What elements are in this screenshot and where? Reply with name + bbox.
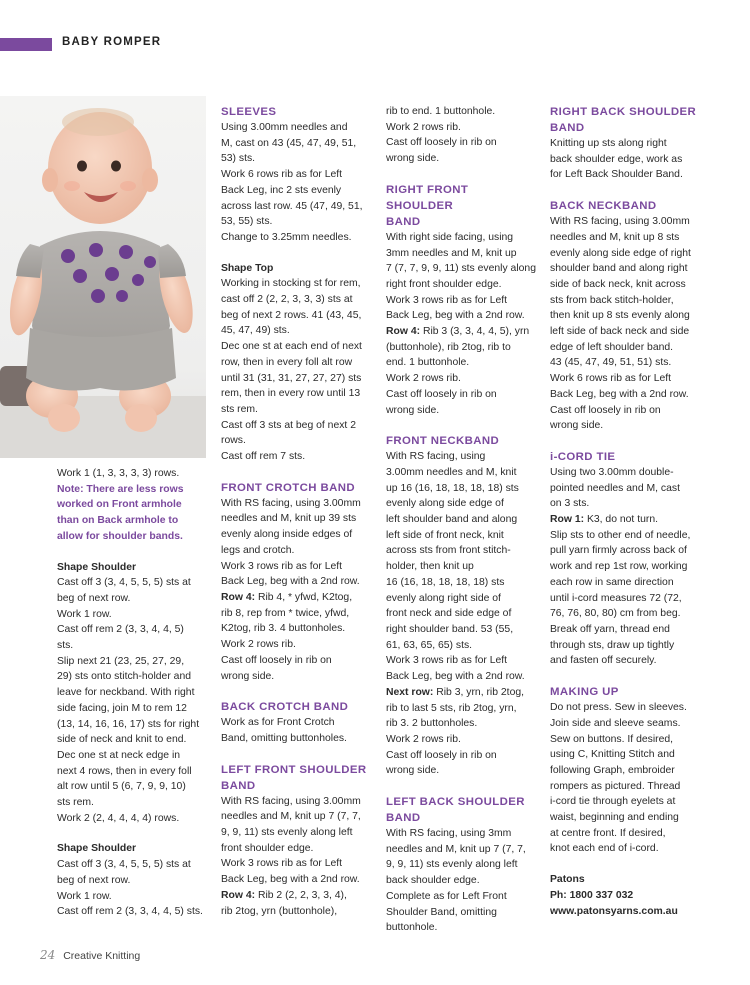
column-2: [221, 104, 373, 919]
column-1: [57, 466, 207, 920]
back-crotch-band-heading: BACK CROTCH BAND: [221, 701, 349, 714]
row-label: Next row:: [386, 686, 434, 698]
shape-shoulder-heading-2: Shape Shoulder: [57, 843, 137, 855]
shape-top-text: Working in stocking st for rem, cast off 2 (2, 2, 3, 3, 3) sts at beg of next 2 rows. 41 (43, 45, 45, 47, 49) sts. Dec one st at each end of next row, then in every foll alt row until 31 (31, 31, 27, 27, 27) sts rem, then in every row until 13 sts rem. Cast off 3 sts at beg of next 2 rows. Cast off rem 7 sts.: [221, 278, 362, 463]
left-front-shoulder-band-heading: LEFT FRONT SHOULDER BAND: [221, 763, 367, 792]
front-crotch-band-row4: [221, 590, 373, 684]
continued-text: rib to end. 1 buttonhole. Work 2 rows rib. Cast off loosely in rib on wrong side.: [386, 106, 497, 165]
front-crotch-band-heading: FRONT CROTCH BAND: [221, 481, 355, 494]
making-up-text: Do not press. Sew in sleeves. Join side and sleeve seams. Sew on buttons. If desired, using C, Knitting Stitch and following Graph, embroider rompers as pictured. Thread i-cord tie through eyelets at waist, beginning and ending at centre front. If desired, knot each end of i-cord.: [550, 702, 687, 855]
front-neckband-heading: FRONT NECKBAND: [386, 435, 500, 448]
row-text: Rib 4, * yfwd, K2tog, rib 8, rep from * twice, yfwd, K2tog, rib 3. 4 buttonholes. Work 2 rows rib. Cast off loosely in rib on wrong side.: [221, 591, 353, 682]
icord-tie-text: Using two 3.00mm double- pointed needles and M, cast on 3 sts.: [550, 466, 680, 510]
right-back-shoulder-band-text: Knitting up sts along right back shoulder edge, work as for Left Back Shoulder Band.: [550, 138, 683, 181]
shape-shoulder-text: Cast off 3 (3, 4, 5, 5, 5) sts at beg of next row. Work 1 row. Cast off rem 2 (3, 3, 4, 4, 5) sts. Slip next 21 (23, 25, 27, 29, 29) sts onto stitch-holder and leave for neckband. With right side facing, join M to rem 12 (13, 14, 16, 16, 17) sts for right side of neck and knit to end. Dec one st at neck edge in next 4 rows, then in every foll alt row until 5 (6, 7, 9, 9, 10) sts rem. Work 2 (2, 4, 4, 4, 4) rows.: [57, 577, 200, 824]
shape-shoulder-heading: Shape Shoulder: [57, 561, 137, 573]
row-label: Row 1:: [550, 514, 585, 526]
header-accent-bar: [0, 38, 52, 51]
front-neckband-text: With RS facing, using 3.00mm needles and M, knit up 16 (16, 18, 18, 18, 18) sts evenly along side edge of left shoulder band and along left side of front neck, knit across sts from front stitch- holder, then knit up 16 (16, 18, 18, 18, 18) sts evenly along right side of front neck and side edge of right shoulder band. 53 (55, 61, 63, 65, 65) sts. Work 3 rows rib as for Left Back Leg, beg with a 2nd row.: [386, 451, 525, 683]
magazine-name: Creative Knitting: [63, 950, 141, 962]
page-title: BABY ROMPER: [62, 36, 162, 48]
shape-shoulder-text-2: Cast off 3 (3, 4, 5, 5, 5) sts at beg of next row. Work 1 row. Cast off rem 2 (3, 3, 4, 4, 5) sts.: [57, 859, 203, 918]
contact-info: Patons Ph: 1800 337 032 www.patonsyarns.com.au: [550, 874, 678, 917]
baby-photo: [0, 96, 206, 458]
right-back-shoulder-band-heading: RIGHT BACK SHOULDER BAND: [550, 106, 697, 134]
icord-tie-heading: i-CORD TIE: [550, 450, 616, 463]
front-crotch-band-text: With RS facing, using 3.00mm needles and M, knit up 39 sts evenly along inside edges of legs and crotch. Work 3 rows rib as for Left Back Leg, beg with a 2nd row.: [221, 497, 361, 588]
row-label: Row 4:: [221, 591, 256, 603]
row-label: Row 4:: [221, 889, 256, 901]
right-front-shoulder-band-heading: RIGHT FRONT SHOULDER BAND: [386, 183, 469, 228]
left-front-shoulder-band-row4: [221, 888, 373, 919]
intro-text: Work 1 (1, 3, 3, 3, 3) rows.: [57, 468, 180, 479]
right-front-shoulder-band-row4: [386, 324, 538, 418]
row-text: Rib 3 (3, 3, 4, 4, 5), yrn (buttonhole), rib 2tog, rib to end. 1 buttonhole. Work 2 rows rib. Cast off loosely in rib on wrong side.: [386, 326, 530, 416]
left-front-shoulder-band-text: With RS facing, using 3.00mm needles and M, knit up 7 (7, 7, 9, 9, 11) sts evenly along left front shoulder edge. Work 3 rows rib as for Left Back Leg, beg with a 2nd row.: [221, 795, 361, 886]
page-number: 24: [40, 948, 56, 962]
column-4: [550, 104, 702, 919]
icord-tie-row1: [550, 512, 702, 669]
column-3: [386, 104, 538, 936]
row-label: Row 4:: [386, 326, 421, 338]
row-text: Rib 3, yrn, rib 2tog, rib to last 5 sts, rib 2tog, yrn, rib 3. 2 buttonholes. Work 2 rows rib. Cast off loosely in rib on wrong side.: [386, 686, 525, 777]
row-text: K3, do not turn. Slip sts to other end of needle, pull yarn firmly across back of work and rep 1st row, working each row in same direction until i-cord measures 72 (72, 76, 76, 80, 80) cm from beg. Break off yarn, thread end through sts, draw up tightly and fasten off securely.: [550, 514, 691, 667]
back-neckband-text: With RS facing, using 3.00mm needles and M, knit up 8 sts evenly along side edge of right shoulder band and along right side of back neck, knit across sts from back stitch-holder, then knit up 8 sts evenly along left side of back neck and side edge of left shoulder band. 43 (45, 47, 49, 51, 51) sts. Work 6 rows rib as for Left Back Leg, beg with a 2nd row. Cast off loosely in rib on wrong side.: [550, 216, 691, 432]
row-text: Rib 2 (2, 2, 3, 3, 4), rib 2tog, yrn (buttonhole),: [221, 889, 347, 917]
sleeves-heading: SLEEVES: [221, 106, 277, 118]
shape-top-heading: Shape Top: [221, 262, 274, 274]
front-neckband-next-row: [386, 685, 538, 779]
making-up-heading: MAKING UP: [550, 686, 619, 699]
page-footer: [40, 948, 140, 962]
left-back-shoulder-band-text: With RS facing, using 3mm needles and M, knit up 7 (7, 7, 9, 9, 11) sts evenly along left back shoulder edge. Complete as for Left Front Shoulder Band, omitting buttonhole.: [386, 828, 526, 934]
back-crotch-band-text: Work as for Front Crotch Band, omitting buttonholes.: [221, 717, 347, 744]
right-front-shoulder-band-text: With right side facing, using 3mm needles and M, knit up 7 (7, 7, 9, 9, 11) sts evenly along right front shoulder edge. Work 3 rows rib as for Left Back Leg, beg with a 2nd row.: [386, 231, 536, 322]
sleeves-text: Using 3.00mm needles and M, cast on 43 (45, 47, 49, 51, 53) sts. Work 6 rows rib as for Left Back Leg, inc 2 sts evenly across last row. 45 (47, 49, 51, 53, 55) sts. Change to 3.25mm needles.: [221, 122, 363, 243]
armhole-note: Note: There are less rows worked on Front armhole than on Back armhole to allow for shoulder bands.: [57, 483, 184, 542]
back-neckband-heading: BACK NECKBAND: [550, 200, 657, 213]
left-back-shoulder-band-heading: LEFT BACK SHOULDER BAND: [386, 796, 525, 825]
baby-photo-illustration: [0, 96, 206, 458]
